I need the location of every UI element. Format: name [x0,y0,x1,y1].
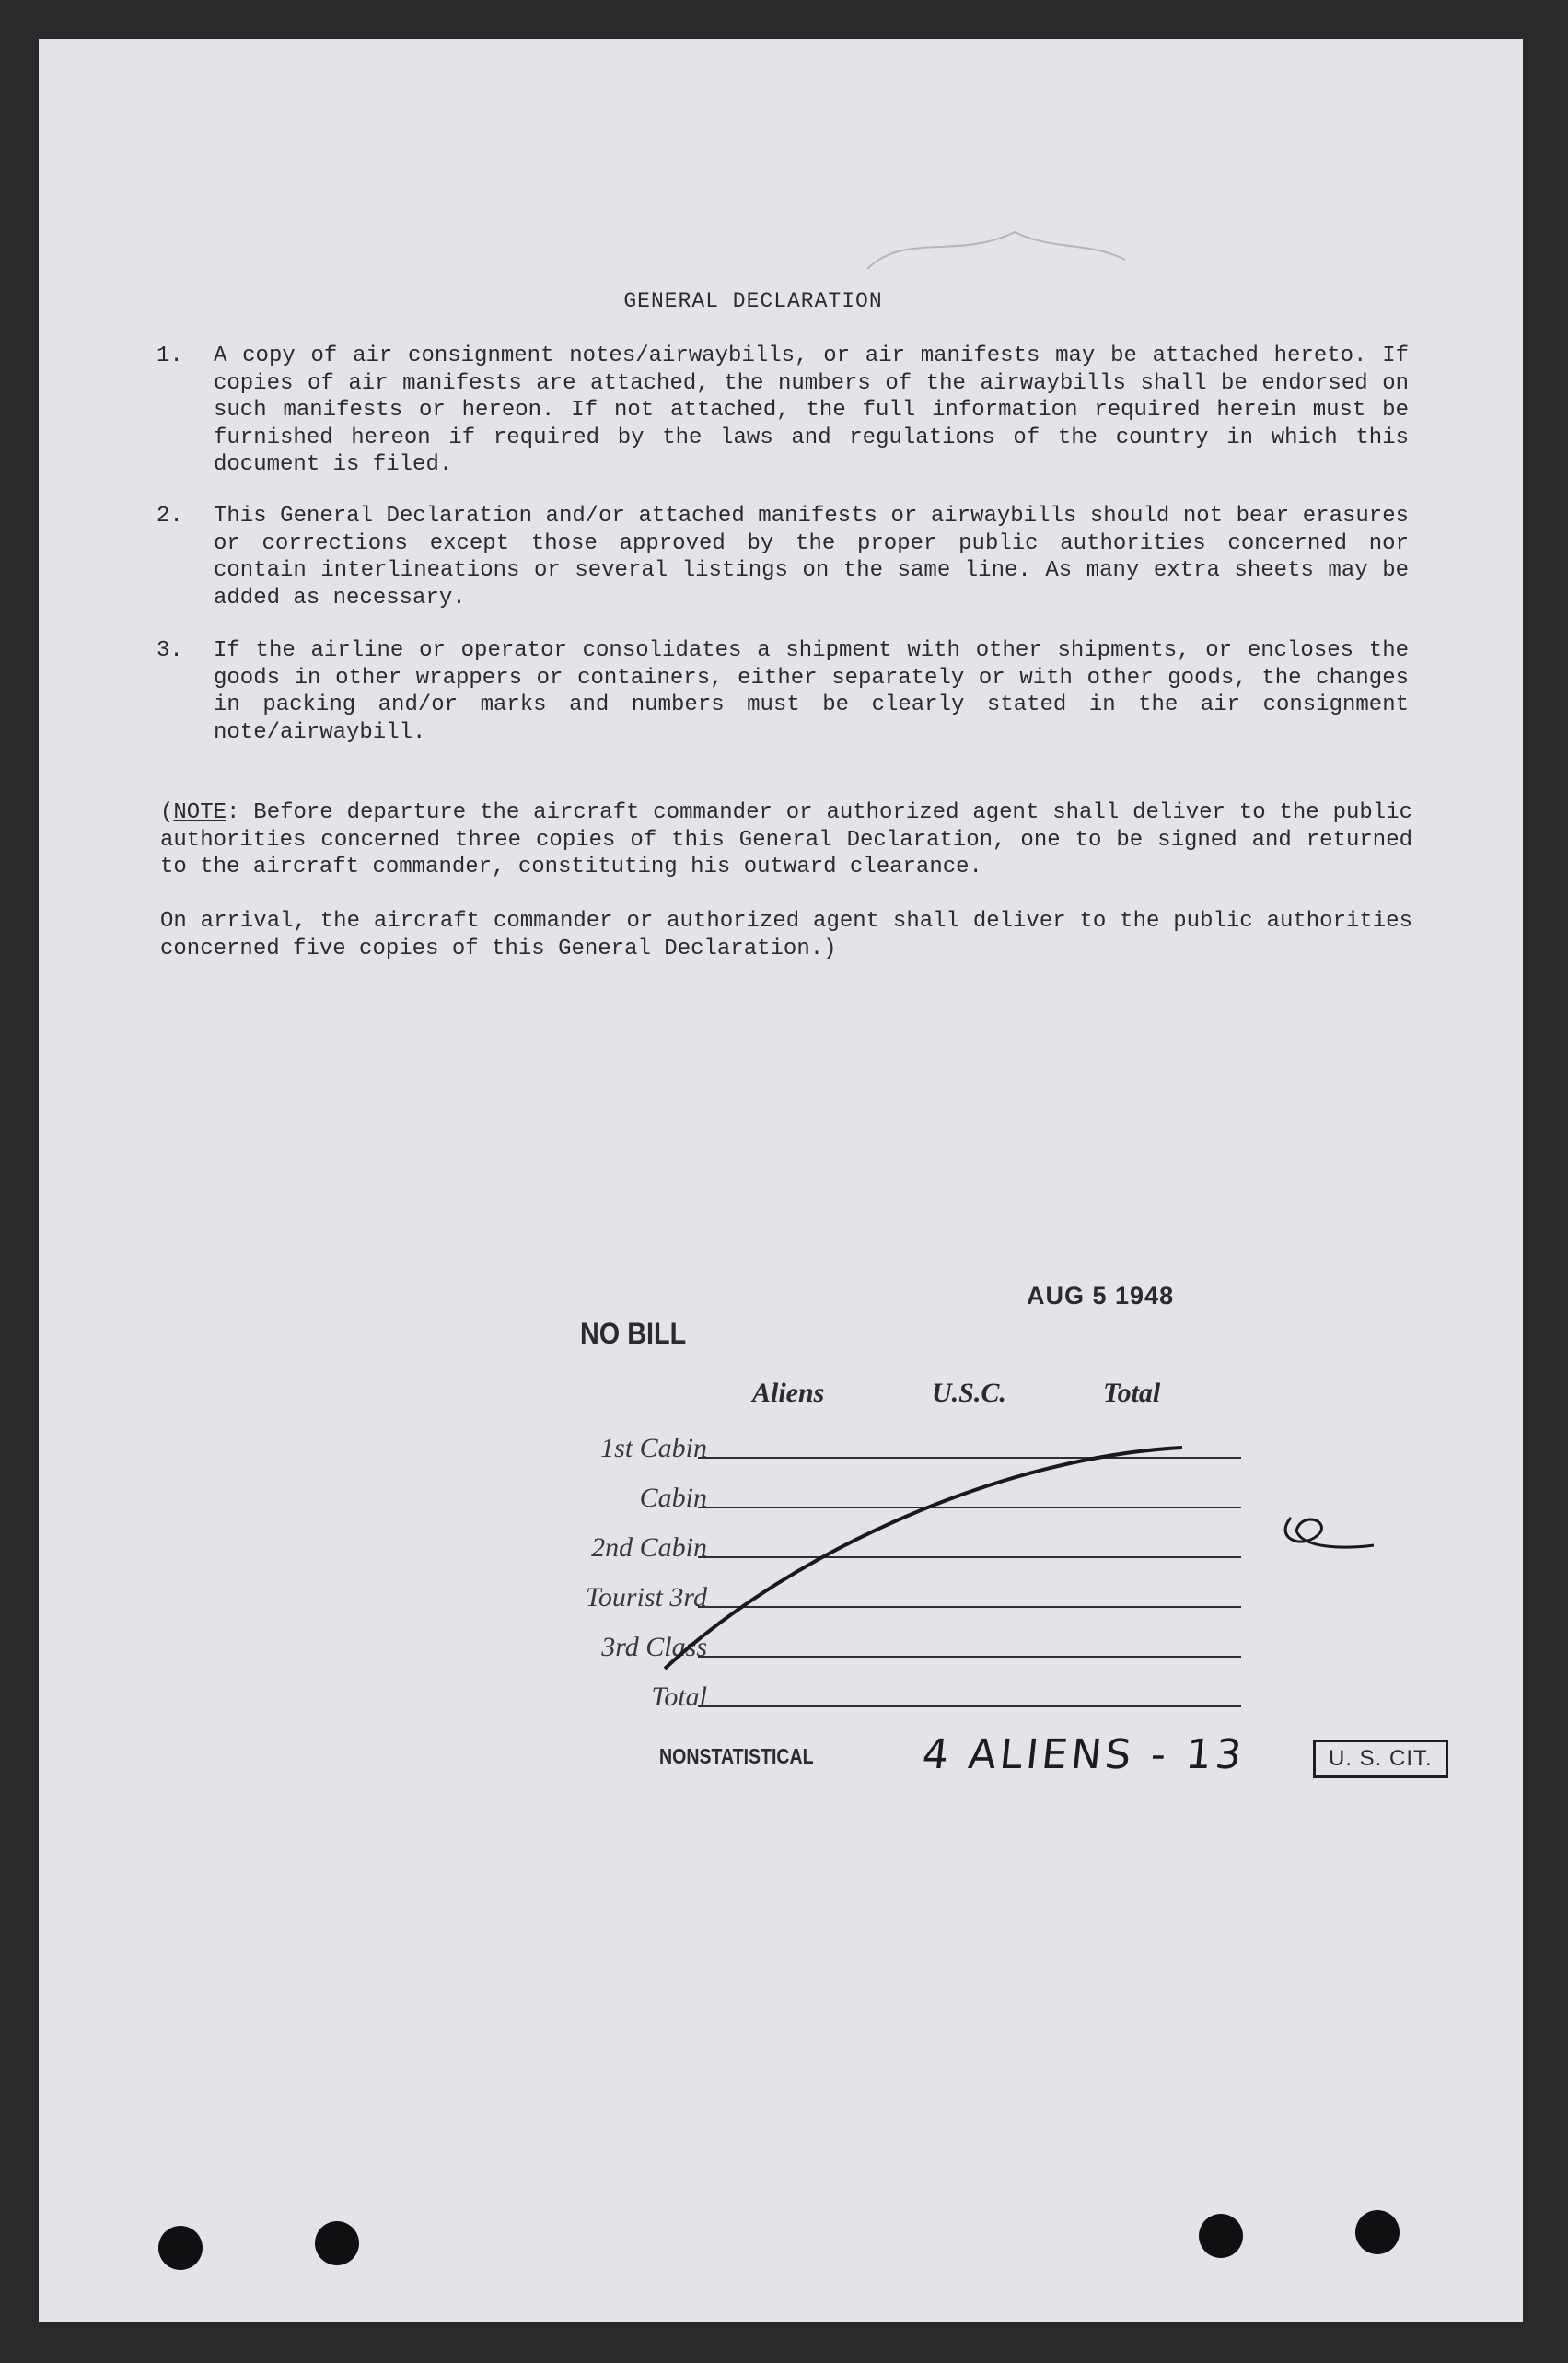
pen-stroke [665,1448,1182,1669]
column-aliens: Aliens [752,1378,825,1408]
row-total: Total [651,1682,707,1712]
no-bill-stamp: NO BILL [580,1317,687,1350]
nonstatistical-stamp: NONSTATISTICAL [659,1744,814,1768]
row-1st-cabin: 1st Cabin [600,1433,707,1463]
item-text: A copy of air consignment notes/airwaybills, or air manifests may be attached hereto. If copies of air manifests are attached, the numbers of the airwaybills shall be endorsed on such manifests or hereon. If not attached, the full information required herein must be furnished hereon if required by the laws and regulations of the country in which this document is filed. [214,343,1409,477]
faint-pencil-mark [867,232,1125,269]
note-open-paren: ( [160,800,174,825]
item-text: If the airline or operator consolidates a shipment with other shipments, or encloses the goods in other wrappers or containers, either separately or with other goods, the changes in packing and/or marks and numbers must be clearly stated in the air consignment note/airwaybill. [214,638,1409,745]
handwritten-count: 4 ALIENS - 13 [920,1731,1248,1778]
row-cabin: Cabin [639,1483,707,1513]
item-number: 1. [157,343,183,368]
date-stamp: AUG 5 1948 [1027,1282,1175,1310]
row-tourist-3rd: Tourist 3rd [585,1582,707,1612]
punch-hole [315,2221,359,2265]
item-number: 2. [157,504,183,529]
document-page [39,39,1523,2322]
punch-hole [1199,2214,1243,2258]
pen-stroke [1285,1518,1374,1547]
row-2nd-cabin: 2nd Cabin [591,1532,707,1563]
us-citizen-stamp: U. S. CIT. [1313,1740,1448,1778]
item-text: This General Declaration and/or attached manifests or airwaybills should not bear erasures or corrections except those approved by the proper public authorities concerned nor contain interlineations or several listings on the same line. As many extra sheets may be added as necessary. [214,504,1409,611]
row-3rd-class: 3rd Class [601,1632,707,1662]
document-title: GENERAL DECLARATION [623,289,883,313]
note-label: NOTE [173,800,227,825]
punch-hole [158,2226,203,2270]
handwritten-marks [39,39,1523,2322]
note-arrival: On arrival, the aircraft commander or authorized agent shall deliver to the public authorities concerned five copies of this General Declaration.) [160,909,1412,961]
column-usc: U.S.C. [932,1378,1006,1408]
note-departure-text: : Before departure the aircraft commander or authorized agent shall deliver to the public authorities concerned three copies of this General Declaration, one to be signed and returned to the aircraft commander, constituting his outward clearance. [160,800,1412,879]
item-number: 3. [157,638,183,663]
column-total: Total [1103,1378,1161,1408]
punch-hole [1355,2210,1400,2254]
